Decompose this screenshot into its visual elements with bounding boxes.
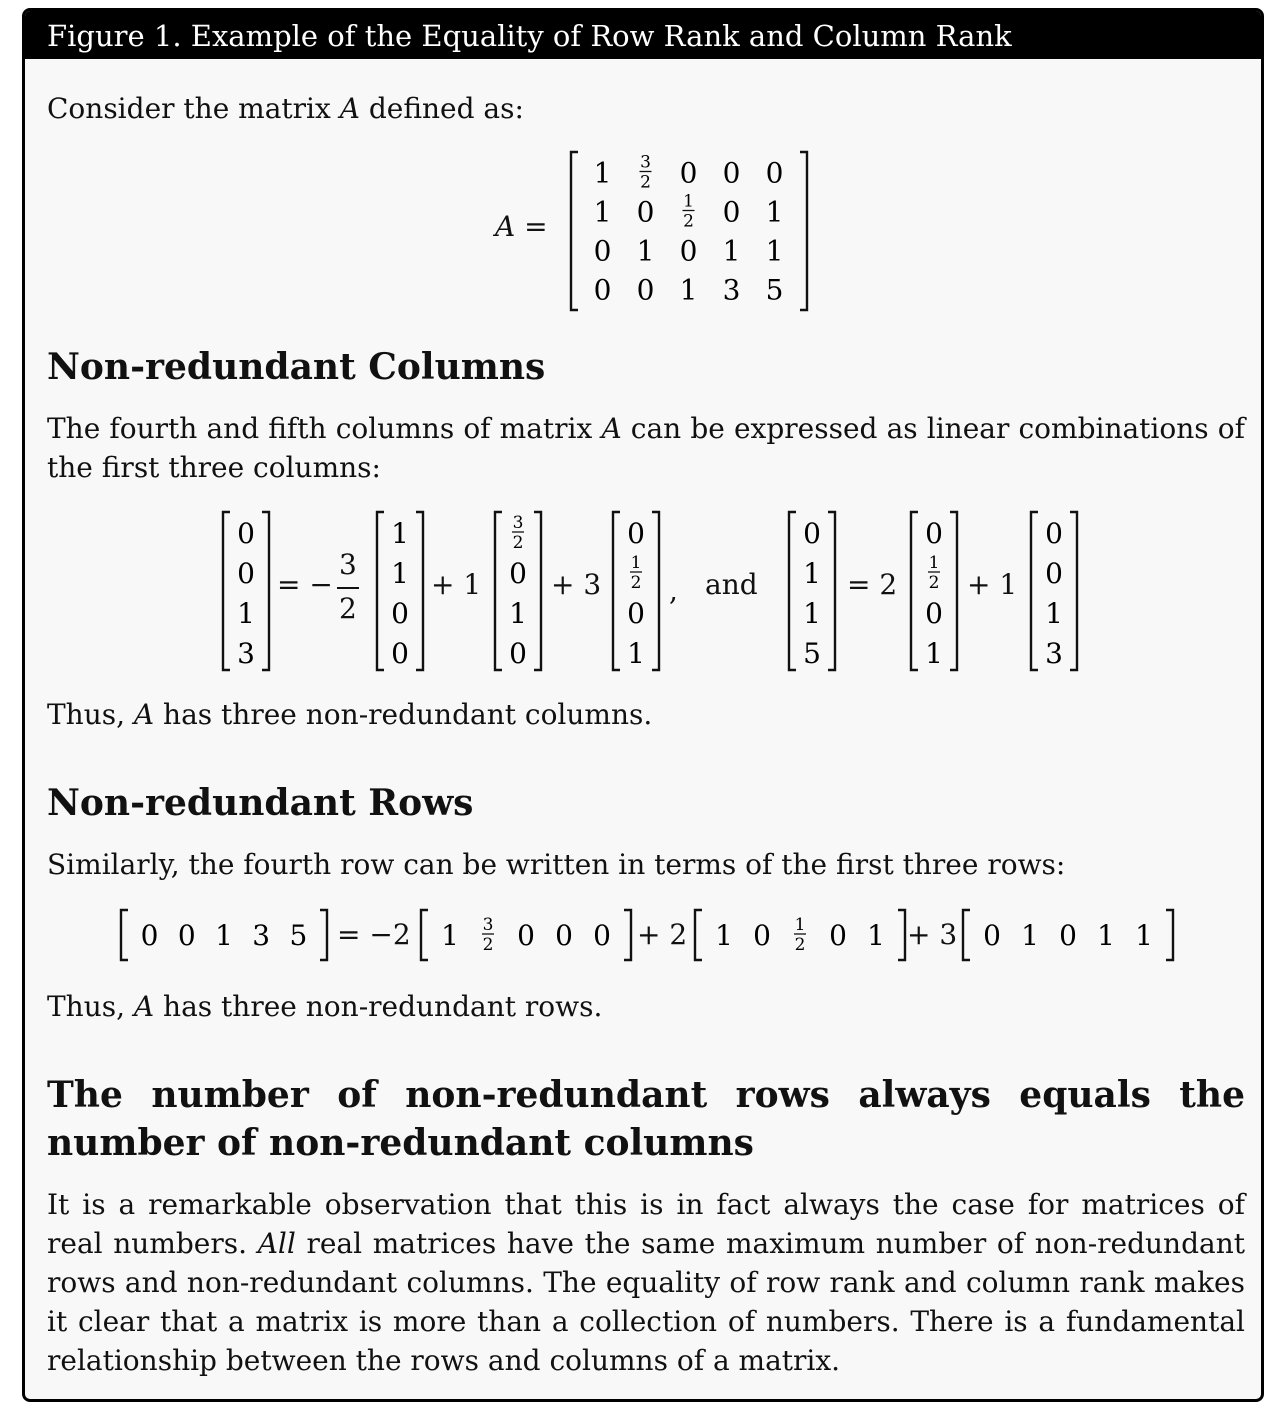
bracket-right bbox=[624, 910, 631, 960]
eq2-lhs-vector bbox=[787, 511, 837, 671]
row-entry-4: 3 bbox=[252, 919, 271, 952]
row-entry-3: 0 bbox=[1059, 919, 1077, 952]
vector-entry-2: 0 bbox=[1045, 557, 1063, 590]
eq1-vector-1 bbox=[375, 511, 425, 671]
vector-entry-3: 1 bbox=[1045, 597, 1063, 630]
row-entry-2-num: 3 bbox=[482, 915, 494, 935]
columns-var: A bbox=[601, 412, 622, 445]
row-entry-1: 0 bbox=[140, 919, 159, 952]
figure-title: Figure 1. Example of the Equality of Row Rank and Column Rank bbox=[25, 11, 1261, 59]
vector-entry-3: 1 bbox=[509, 597, 527, 630]
vector-entry-2: 0 bbox=[237, 557, 255, 590]
bracket-left bbox=[495, 512, 502, 670]
vector-entry-4: 3 bbox=[1045, 637, 1063, 670]
vector-entry-4: 5 bbox=[803, 637, 821, 670]
bracket-right bbox=[800, 152, 807, 310]
equality-p-before: It is a remarkable observation that this is in fact always the case for matrices of real numbers. bbox=[47, 1188, 1245, 1260]
eq1-coef3: + 3 bbox=[551, 568, 602, 601]
bracket-right bbox=[652, 512, 659, 670]
vector-entry-4: 0 bbox=[509, 637, 527, 670]
matrix-a bbox=[569, 151, 809, 311]
figure-box bbox=[22, 8, 1264, 1402]
intro-text-before: Consider the matrix bbox=[47, 92, 340, 125]
heading-rows: Non-redundant Rows bbox=[47, 782, 474, 824]
heading-columns: Non-redundant Columns bbox=[47, 346, 546, 388]
vector-entry-3: 0 bbox=[391, 597, 409, 630]
row-entry-4: 1 bbox=[1097, 919, 1115, 952]
column-equations bbox=[25, 511, 1264, 671]
matrix-a-label: A = bbox=[495, 210, 548, 243]
row-entry-3: 1 bbox=[215, 919, 233, 952]
bracket-left bbox=[223, 512, 230, 670]
vector-entry-2-den: 2 bbox=[630, 573, 642, 593]
row-vector-2 bbox=[693, 909, 907, 961]
eq1-coef1: = − bbox=[277, 568, 333, 601]
matrix-entry-3-2: 1 bbox=[636, 234, 655, 268]
vector-entry-1: 0 bbox=[627, 517, 645, 550]
columns-text bbox=[47, 409, 1245, 487]
eq-and: and bbox=[705, 568, 758, 601]
matrix-entry-2-3-num: 1 bbox=[683, 191, 694, 212]
row-entry-5: 1 bbox=[1135, 919, 1153, 952]
bracket-left bbox=[1031, 512, 1038, 670]
matrix-entry-1-3: 0 bbox=[679, 156, 698, 190]
matrix-entry-1-2-den: 2 bbox=[640, 172, 651, 193]
bracket-left bbox=[695, 910, 702, 960]
bracket-left bbox=[911, 512, 918, 670]
matrix-entry-4-2: 0 bbox=[636, 273, 655, 307]
matrix-entry-3-1: 0 bbox=[593, 234, 612, 268]
row-entry-2: 1 bbox=[1021, 919, 1039, 952]
vector-entry-1: 0 bbox=[1045, 517, 1063, 550]
vector-entry-3: 0 bbox=[925, 597, 943, 630]
row-entry-2: 0 bbox=[753, 919, 771, 952]
vector-entry-4: 0 bbox=[391, 637, 409, 670]
row-entry-1: 0 bbox=[983, 919, 1001, 952]
row-entry-4: 0 bbox=[829, 919, 847, 952]
bracket-left bbox=[963, 910, 970, 960]
vector-entry-4: 1 bbox=[925, 637, 943, 670]
vector-entry-4: 3 bbox=[237, 637, 255, 670]
bracket-left bbox=[121, 910, 128, 960]
bracket-right bbox=[828, 512, 835, 670]
vector-entry-4: 1 bbox=[627, 637, 645, 670]
matrix-entry-2-4: 0 bbox=[722, 195, 741, 229]
eq1-coef1-den: 2 bbox=[339, 592, 357, 625]
intro-text bbox=[47, 89, 524, 128]
eq2-vector-1 bbox=[909, 511, 959, 671]
vector-entry-1: 0 bbox=[803, 517, 821, 550]
bracket-right bbox=[950, 512, 957, 670]
columns-conclusion-after: has three non-redundant columns. bbox=[154, 698, 653, 731]
matrix-entry-3-5: 1 bbox=[765, 234, 784, 268]
matrix-entry-3-4: 1 bbox=[722, 234, 741, 268]
rows-conclusion-after: has three non-redundant rows. bbox=[154, 990, 603, 1023]
row-lhs bbox=[119, 909, 329, 961]
eq1-coef1-num: 3 bbox=[339, 548, 357, 581]
intro-text-after: defined as: bbox=[359, 92, 524, 125]
row-coef2: + 2 bbox=[637, 918, 688, 951]
vector-entry-2: 0 bbox=[509, 557, 527, 590]
eq1-vector-3 bbox=[611, 511, 661, 671]
rows-conclusion-before: Thus, bbox=[47, 990, 134, 1023]
vector-entry-3: 1 bbox=[237, 597, 255, 630]
row-entry-3: 0 bbox=[517, 919, 535, 952]
vector-entry-1: 0 bbox=[237, 517, 255, 550]
matrix-entry-2-5: 1 bbox=[765, 195, 784, 229]
vector-entry-1-den: 2 bbox=[512, 533, 524, 553]
rows-conclusion-var: A bbox=[133, 990, 155, 1023]
columns-text-after: can be expressed as linear combinations of the first three columns: bbox=[47, 412, 1246, 484]
rows-conclusion bbox=[47, 987, 602, 1026]
row-entry-5: 1 bbox=[867, 919, 885, 952]
bracket-right bbox=[262, 512, 269, 670]
vector-entry-2: 1 bbox=[803, 557, 821, 590]
matrix-entry-4-3: 1 bbox=[679, 273, 698, 307]
equality-p-em: All bbox=[257, 1227, 296, 1260]
matrix-entry-1-2-num: 3 bbox=[640, 152, 651, 173]
matrix-entry-4-1: 0 bbox=[593, 273, 612, 307]
eq1-vector-2 bbox=[493, 511, 543, 671]
eq2-coef1: = 2 bbox=[847, 568, 898, 601]
vector-entry-1: 0 bbox=[925, 517, 943, 550]
columns-text-before: The fourth and fifth columns of matrix bbox=[47, 412, 602, 445]
eq2-coef2: + 1 bbox=[967, 568, 1018, 601]
row-vector-3 bbox=[961, 909, 1175, 961]
eq-comma: , bbox=[669, 574, 678, 607]
matrix-entry-2-3-den: 2 bbox=[683, 211, 694, 232]
bracket-left bbox=[377, 512, 384, 670]
matrix-entry-4-4: 3 bbox=[722, 273, 741, 307]
vector-entry-1: 1 bbox=[391, 517, 409, 550]
matrix-entry-1-1: 1 bbox=[593, 156, 612, 190]
equality-p-after: real matrices have the same maximum number of non-redundant rows and non-redundant columns. The equality of row rank and column rank makes it clear that a matrix is more than a collection of numbers. There is a fundamental relationship between the rows and columns of a matrix. bbox=[47, 1227, 1245, 1377]
bracket-left bbox=[789, 512, 796, 670]
rows-text: Similarly, the fourth row can be written in terms of the first three rows: bbox=[47, 848, 1066, 881]
matrix-entry-4-5: 5 bbox=[765, 273, 784, 307]
vector-entry-2-den: 2 bbox=[928, 573, 940, 593]
bracket-right bbox=[320, 910, 327, 960]
columns-conclusion bbox=[47, 695, 652, 734]
bracket-right bbox=[416, 512, 423, 670]
matrix-entry-2-1: 1 bbox=[593, 195, 612, 229]
equality-paragraph bbox=[47, 1185, 1245, 1380]
row-entry-3-num: 1 bbox=[794, 915, 806, 935]
bracket-left bbox=[613, 512, 620, 670]
row-entry-4: 0 bbox=[555, 919, 573, 952]
row-coef1: = −2 bbox=[337, 918, 411, 951]
matrix-entry-1-5: 0 bbox=[765, 156, 784, 190]
bracket-right bbox=[534, 512, 541, 670]
row-entry-2-den: 2 bbox=[482, 935, 494, 955]
vector-entry-3: 0 bbox=[627, 597, 645, 630]
row-entry-2: 0 bbox=[177, 919, 196, 952]
row-entry-3-den: 2 bbox=[794, 935, 806, 955]
eq1-lhs-vector bbox=[221, 511, 271, 671]
bracket-right bbox=[1166, 910, 1173, 960]
bracket-left bbox=[421, 910, 428, 960]
row-entry-5: 0 bbox=[593, 919, 611, 952]
vector-entry-2: 1 bbox=[391, 557, 409, 590]
vector-entry-2-num: 1 bbox=[928, 553, 940, 573]
row-entry-1: 1 bbox=[715, 919, 733, 952]
intro-var: A bbox=[339, 92, 360, 125]
row-vector-1 bbox=[419, 909, 633, 961]
row-entry-1: 1 bbox=[441, 919, 459, 952]
eq2-vector-2 bbox=[1029, 511, 1079, 671]
matrix-entry-1-4: 0 bbox=[722, 156, 741, 190]
bracket-right bbox=[898, 910, 905, 960]
row-coef3: + 3 bbox=[907, 918, 958, 951]
vector-entry-3: 1 bbox=[803, 597, 821, 630]
matrix-entry-3-3: 0 bbox=[679, 234, 698, 268]
bracket-right bbox=[1070, 512, 1077, 670]
bracket-left bbox=[571, 152, 578, 310]
columns-conclusion-before: Thus, bbox=[47, 698, 134, 731]
heading-equality: The number of non-redundant rows always equals the number of non-redundant columns bbox=[47, 1074, 1245, 1164]
eq1-coef2: + 1 bbox=[431, 568, 482, 601]
row-equation bbox=[25, 909, 1264, 969]
row-entry-5: 5 bbox=[289, 919, 308, 952]
matrix-entry-2-2: 0 bbox=[636, 195, 655, 229]
vector-entry-1-num: 3 bbox=[512, 513, 524, 533]
columns-conclusion-var: A bbox=[133, 698, 155, 731]
vector-entry-2-num: 1 bbox=[630, 553, 642, 573]
